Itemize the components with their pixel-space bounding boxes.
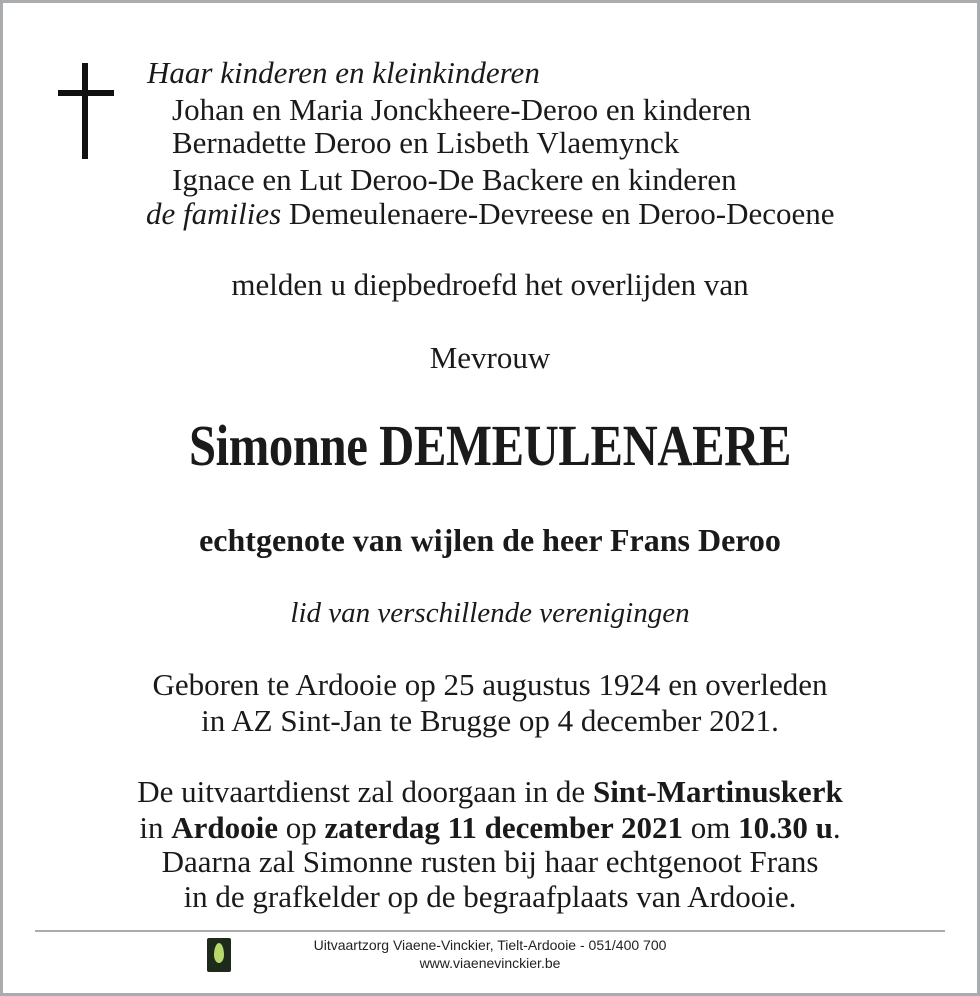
funeral-time: 10.30 u <box>738 810 833 845</box>
funeral-date: zaterdag 11 december 2021 <box>324 810 683 845</box>
announcement: melden u diepbedroefd het overlijden van <box>231 267 749 302</box>
funeral-text: De uitvaartdienst zal doorgaan in de <box>137 774 593 809</box>
funeral-text: op <box>278 810 325 845</box>
funeral-home-logo-icon <box>207 938 231 972</box>
birth-line: Geboren te Ardooie op 25 augustus 1924 en overleden <box>152 667 828 702</box>
footer-company: Uitvaartzorg Viaene-Vinckier, Tielt-Ardooie - 051/400 700 <box>313 937 667 953</box>
cross-icon <box>58 63 114 159</box>
associations: lid van verschillende verenigingen <box>290 597 690 629</box>
families-names: Demeulenaere-Devreese en Deroo-Decoene <box>288 196 835 231</box>
family-member: Ignace en Lut Deroo-De Backere en kinderen <box>172 162 737 197</box>
church-name: Sint-Martinuskerk <box>592 774 843 809</box>
funeral-text: in <box>139 810 172 845</box>
funeral-text: . <box>832 810 841 845</box>
family-intro: Haar kinderen en kleinkinderen <box>147 55 540 90</box>
footer-website[interactable]: www.viaenevinckier.be <box>419 955 561 971</box>
funeral-line-4: in de grafkelder op de begraafplaats van Ardooie. <box>183 879 797 914</box>
family-member: Bernadette Deroo en Lisbeth Vlaemynck <box>172 125 680 160</box>
title-mevrouw: Mevrouw <box>429 340 551 375</box>
families-line <box>146 197 835 231</box>
funeral-line-2 <box>0 811 980 845</box>
funeral-line-3: Daarna zal Simonne rusten bij haar echtgenoot Frans <box>161 844 819 879</box>
funeral-text: om <box>682 810 739 845</box>
funeral-place: Ardooie <box>171 810 279 845</box>
family-member: Johan en Maria Jonckheere-Deroo en kinderen <box>172 92 752 127</box>
death-line: in AZ Sint-Jan te Brugge op 4 december 2021. <box>201 703 779 738</box>
families-label: de families <box>146 196 282 231</box>
spouse-line: echtgenote van wijlen de heer Frans Deroo <box>199 522 781 558</box>
footer-divider <box>35 930 945 932</box>
funeral-line-1 <box>0 775 980 809</box>
deceased-name: Simonne DEMEULENAERE <box>188 413 792 478</box>
